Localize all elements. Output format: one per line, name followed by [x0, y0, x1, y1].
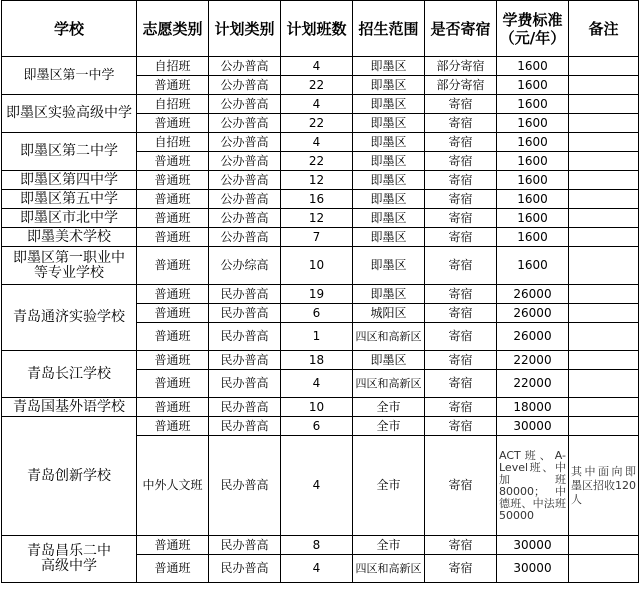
plan-cell: 公办普高 — [209, 190, 281, 209]
choice-cell: 普通班 — [137, 228, 209, 247]
fee-cell: 26000 — [497, 285, 569, 304]
boarding-cell: 寄宿 — [425, 152, 497, 171]
table-row — [2, 228, 639, 247]
boarding-cell: 寄宿 — [425, 323, 497, 351]
fee-cell: 26000 — [497, 323, 569, 351]
plan-cell: 公办普高 — [209, 228, 281, 247]
fee-cell: 1600 — [497, 171, 569, 190]
count-cell: 1 — [281, 323, 353, 351]
table-row — [2, 95, 639, 114]
fee-cell: 26000 — [497, 304, 569, 323]
remark-cell — [569, 398, 639, 417]
boarding-cell: 寄宿 — [425, 95, 497, 114]
choice-cell: 普通班 — [137, 171, 209, 190]
choice-cell: 普通班 — [137, 323, 209, 351]
table-row — [2, 57, 639, 76]
scope-cell: 全市 — [353, 417, 425, 436]
school-name: 即墨区第四中学 — [2, 171, 137, 190]
remark-cell — [569, 95, 639, 114]
choice-cell: 普通班 — [137, 190, 209, 209]
table-row — [2, 133, 639, 152]
remark-cell: 其中面向即墨区招收120人 — [569, 436, 639, 536]
scope-cell: 四区和高新区 — [353, 555, 425, 583]
boarding-cell: 部分寄宿 — [425, 76, 497, 95]
remark-cell — [569, 228, 639, 247]
plan-cell: 公办普高 — [209, 209, 281, 228]
table-row — [2, 209, 639, 228]
remark-cell — [569, 209, 639, 228]
header-plan-type: 计划类别 — [209, 1, 281, 57]
fee-cell: 30000 — [497, 555, 569, 583]
boarding-cell: 部分寄宿 — [425, 57, 497, 76]
fee-cell: 1600 — [497, 228, 569, 247]
school-name: 即墨美术学校 — [2, 228, 137, 247]
choice-cell: 普通班 — [137, 398, 209, 417]
choice-cell: 普通班 — [137, 370, 209, 398]
table-row — [2, 351, 639, 370]
plan-cell: 公办普高 — [209, 57, 281, 76]
boarding-cell: 寄宿 — [425, 536, 497, 555]
count-cell: 4 — [281, 436, 353, 536]
school-name: 青岛长江学校 — [2, 351, 137, 398]
remark-cell — [569, 370, 639, 398]
plan-cell: 民办普高 — [209, 323, 281, 351]
remark-cell — [569, 114, 639, 133]
school-name: 即墨区第五中学 — [2, 190, 137, 209]
remark-cell — [569, 323, 639, 351]
boarding-cell: 寄宿 — [425, 171, 497, 190]
count-cell: 4 — [281, 95, 353, 114]
plan-cell: 公办普高 — [209, 114, 281, 133]
plan-cell: 民办普高 — [209, 351, 281, 370]
plan-cell: 公办普高 — [209, 152, 281, 171]
fee-cell: 22000 — [497, 351, 569, 370]
plan-cell: 民办普高 — [209, 398, 281, 417]
choice-cell: 自招班 — [137, 133, 209, 152]
school-name: 青岛国基外语学校 — [2, 398, 137, 417]
school-name: 即墨区第一中学 — [2, 57, 137, 95]
choice-cell: 普通班 — [137, 417, 209, 436]
count-cell: 8 — [281, 536, 353, 555]
scope-cell: 四区和高新区 — [353, 370, 425, 398]
count-cell: 6 — [281, 304, 353, 323]
count-cell: 22 — [281, 114, 353, 133]
choice-cell: 普通班 — [137, 76, 209, 95]
scope-cell: 即墨区 — [353, 209, 425, 228]
remark-cell — [569, 133, 639, 152]
plan-cell: 公办普高 — [209, 95, 281, 114]
remark-cell — [569, 247, 639, 285]
choice-cell: 普通班 — [137, 209, 209, 228]
boarding-cell: 寄宿 — [425, 370, 497, 398]
plan-cell: 公办综高 — [209, 247, 281, 285]
scope-cell: 城阳区 — [353, 304, 425, 323]
scope-cell: 即墨区 — [353, 171, 425, 190]
count-cell: 18 — [281, 351, 353, 370]
fee-cell: 1600 — [497, 152, 569, 171]
count-cell: 16 — [281, 190, 353, 209]
table-row — [2, 190, 639, 209]
plan-cell: 民办普高 — [209, 536, 281, 555]
school-name: 即墨区实验高级中学 — [2, 95, 137, 133]
table-row — [2, 398, 639, 417]
header-choice-type: 志愿类别 — [137, 1, 209, 57]
count-cell: 6 — [281, 417, 353, 436]
scope-cell: 全市 — [353, 536, 425, 555]
header-school: 学校 — [2, 1, 137, 57]
choice-cell: 中外人文班 — [137, 436, 209, 536]
scope-cell: 即墨区 — [353, 247, 425, 285]
boarding-cell: 寄宿 — [425, 247, 497, 285]
header-scope: 招生范围 — [353, 1, 425, 57]
scope-cell: 即墨区 — [353, 76, 425, 95]
choice-cell: 普通班 — [137, 536, 209, 555]
remark-cell — [569, 536, 639, 555]
fee-cell: 22000 — [497, 370, 569, 398]
fee-cell: 30000 — [497, 417, 569, 436]
scope-cell: 即墨区 — [353, 95, 425, 114]
boarding-cell: 寄宿 — [425, 436, 497, 536]
header-fee: 学费标准（元/年） — [497, 1, 569, 57]
count-cell: 10 — [281, 247, 353, 285]
fee-cell: 1600 — [497, 190, 569, 209]
table-row — [2, 171, 639, 190]
plan-cell: 民办普高 — [209, 417, 281, 436]
fee-note-cell: ACT班、A-Level班、中加班80000；中德班、中法班50000 — [497, 436, 569, 536]
boarding-cell: 寄宿 — [425, 114, 497, 133]
choice-cell: 普通班 — [137, 304, 209, 323]
boarding-cell: 寄宿 — [425, 417, 497, 436]
remark-cell — [569, 57, 639, 76]
fee-cell: 1600 — [497, 95, 569, 114]
remark-cell — [569, 152, 639, 171]
remark-cell — [569, 417, 639, 436]
scope-cell: 即墨区 — [353, 114, 425, 133]
scope-cell: 即墨区 — [353, 133, 425, 152]
count-cell: 4 — [281, 370, 353, 398]
plan-cell: 民办普高 — [209, 285, 281, 304]
choice-cell: 自招班 — [137, 57, 209, 76]
school-name: 即墨区第一职业中等专业学校 — [2, 247, 137, 285]
school-name: 青岛通济实验学校 — [2, 285, 137, 351]
school-name: 青岛创新学校 — [2, 417, 137, 536]
remark-cell — [569, 555, 639, 583]
table-row — [2, 536, 639, 555]
remark-cell — [569, 171, 639, 190]
scope-cell: 即墨区 — [353, 351, 425, 370]
header-row — [2, 1, 639, 57]
plan-cell: 公办普高 — [209, 133, 281, 152]
plan-cell: 民办普高 — [209, 370, 281, 398]
school-name: 青岛昌乐二中高级中学 — [2, 536, 137, 583]
remark-cell — [569, 76, 639, 95]
table-row — [2, 417, 639, 436]
plan-cell: 民办普高 — [209, 304, 281, 323]
fee-cell: 1600 — [497, 76, 569, 95]
count-cell: 4 — [281, 57, 353, 76]
plan-cell: 公办普高 — [209, 76, 281, 95]
boarding-cell: 寄宿 — [425, 555, 497, 583]
fee-cell: 1600 — [497, 57, 569, 76]
boarding-cell: 寄宿 — [425, 190, 497, 209]
school-name: 即墨区市北中学 — [2, 209, 137, 228]
scope-cell: 即墨区 — [353, 57, 425, 76]
count-cell: 4 — [281, 133, 353, 152]
fee-cell: 1600 — [497, 247, 569, 285]
scope-cell: 全市 — [353, 436, 425, 536]
header-boarding: 是否寄宿 — [425, 1, 497, 57]
choice-cell: 普通班 — [137, 152, 209, 171]
remark-cell — [569, 190, 639, 209]
boarding-cell: 寄宿 — [425, 285, 497, 304]
boarding-cell: 寄宿 — [425, 351, 497, 370]
table-row — [2, 285, 639, 304]
choice-cell: 普通班 — [137, 285, 209, 304]
header-remark: 备注 — [569, 1, 639, 57]
boarding-cell: 寄宿 — [425, 304, 497, 323]
choice-cell: 普通班 — [137, 114, 209, 133]
scope-cell: 即墨区 — [353, 228, 425, 247]
admission-plan-table — [1, 0, 639, 583]
count-cell: 10 — [281, 398, 353, 417]
fee-cell: 1600 — [497, 133, 569, 152]
count-cell: 12 — [281, 209, 353, 228]
count-cell: 22 — [281, 76, 353, 95]
count-cell: 12 — [281, 171, 353, 190]
boarding-cell: 寄宿 — [425, 209, 497, 228]
fee-cell: 18000 — [497, 398, 569, 417]
scope-cell: 全市 — [353, 398, 425, 417]
plan-cell: 民办普高 — [209, 436, 281, 536]
plan-cell: 民办普高 — [209, 555, 281, 583]
remark-cell — [569, 304, 639, 323]
fee-cell: 1600 — [497, 114, 569, 133]
boarding-cell: 寄宿 — [425, 133, 497, 152]
table-row — [2, 247, 639, 285]
scope-cell: 即墨区 — [353, 190, 425, 209]
count-cell: 4 — [281, 555, 353, 583]
fee-cell: 1600 — [497, 209, 569, 228]
scope-cell: 即墨区 — [353, 152, 425, 171]
scope-cell: 即墨区 — [353, 285, 425, 304]
boarding-cell: 寄宿 — [425, 228, 497, 247]
count-cell: 22 — [281, 152, 353, 171]
fee-cell: 30000 — [497, 536, 569, 555]
remark-cell — [569, 285, 639, 304]
plan-cell: 公办普高 — [209, 171, 281, 190]
school-name: 即墨区第二中学 — [2, 133, 137, 171]
choice-cell: 自招班 — [137, 95, 209, 114]
boarding-cell: 寄宿 — [425, 398, 497, 417]
count-cell: 19 — [281, 285, 353, 304]
header-class-count: 计划班数 — [281, 1, 353, 57]
scope-cell: 四区和高新区 — [353, 323, 425, 351]
remark-cell — [569, 351, 639, 370]
choice-cell: 普通班 — [137, 555, 209, 583]
choice-cell: 普通班 — [137, 247, 209, 285]
choice-cell: 普通班 — [137, 351, 209, 370]
count-cell: 7 — [281, 228, 353, 247]
